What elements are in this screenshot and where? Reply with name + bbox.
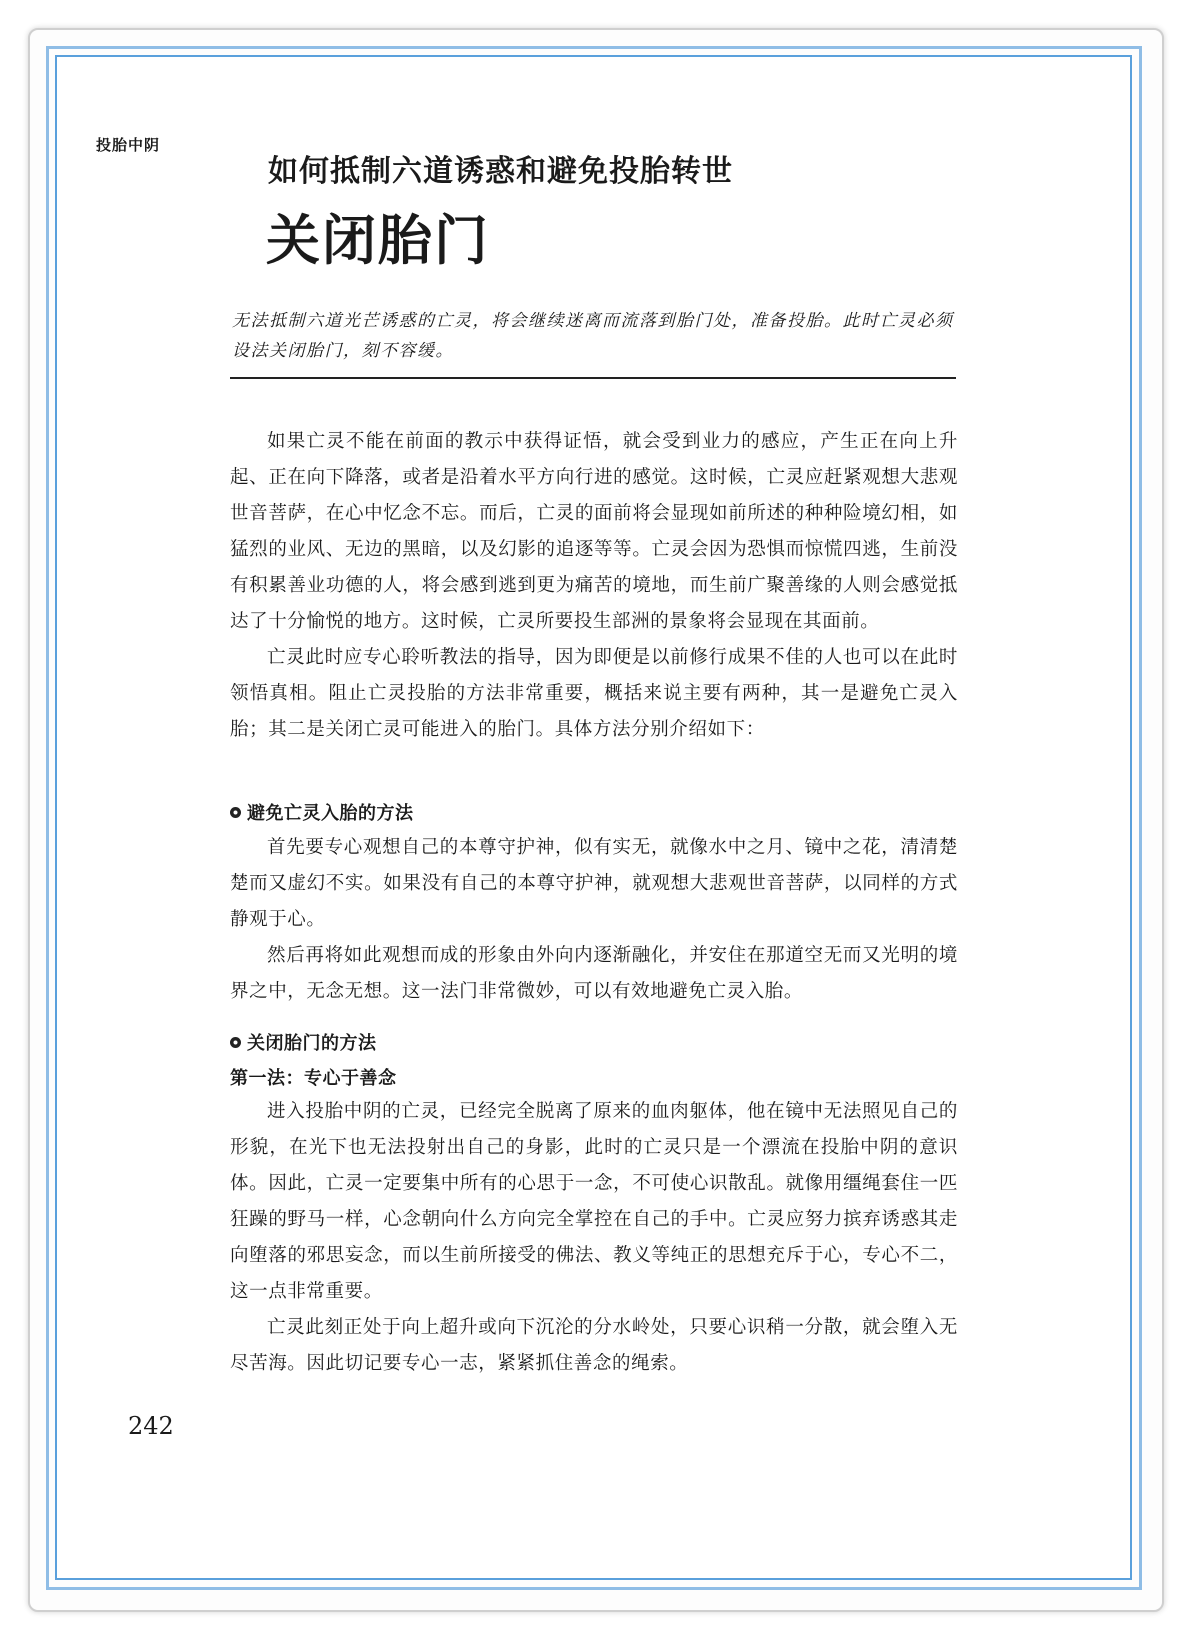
section-heading-avoid-entry: 避免亡灵入胎的方法 bbox=[230, 799, 414, 825]
method-subheading: 第一法：专心于善念 bbox=[230, 1068, 397, 1089]
paragraph: 进入投胎中阴的亡灵，已经完全脱离了原来的血肉躯体，他在镜中无法照见自己的形貌，在光下也无法投射出自己的身影，此时的亡灵只是一个漂流在投胎中阴的意识体。因此，亡灵一定要集中所有的心思于一念，不可使心识散乱。就像用缰绳套住一匹狂躁的野马一样，心念朝向什么方向完全掌控在自己的手中。亡灵应努力摈弃诱惑其走向堕落的邪思妄念，而以生前所接受的佛法、教义等纯正的思想充斥于心，专心不二，这一点非常重要。 bbox=[230, 1101, 958, 1302]
page-number: 242 bbox=[128, 1412, 174, 1440]
section-close-door-text bbox=[230, 1094, 958, 1382]
section-heading-close-door: 关闭胎门的方法 bbox=[230, 1029, 377, 1055]
section-main-text bbox=[230, 424, 958, 748]
paragraph: 亡灵此时应专心聆听教法的指导，因为即便是以前修行成果不佳的人也可以在此时领悟真相。阻止亡灵投胎的方法非常重要，概括来说主要有两种，其一是避免亡灵入胎；其二是关闭亡灵可能进入的胎门。具体方法分别介绍如下： bbox=[230, 647, 958, 740]
chapter-title: 关闭胎门 bbox=[266, 208, 490, 272]
paragraph: 然后再将如此观想而成的形象由外向内逐渐融化，并安住在那道空无而又光明的境界之中，无念无想。这一法门非常微妙，可以有效地避免亡灵入胎。 bbox=[230, 945, 958, 1002]
bullet-icon bbox=[230, 807, 241, 818]
section-avoid-entry-text bbox=[230, 830, 958, 1010]
divider-rule bbox=[230, 377, 956, 379]
running-header: 投胎中阴 bbox=[96, 136, 161, 154]
paragraph: 如果亡灵不能在前面的教示中获得证悟，就会受到业力的感应，产生正在向上升起、正在向下降落，或者是沿着水平方向行进的感觉。这时候，亡灵应赶紧观想大悲观世音菩萨，在心中忆念不忘。而后，亡灵的面前将会显现如前所述的种种险境幻相，如猛烈的业风、无边的黑暗，以及幻影的追逐等等。亡灵会因为恐惧而惊慌四逃，生前没有积累善业功德的人，将会感到逃到更为痛苦的境地，而生前广聚善缘的人则会感觉抵达了十分愉悦的地方。这时候，亡灵所要投生部洲的景象将会显现在其面前。 bbox=[230, 431, 958, 632]
chapter-subtitle: 如何抵制六道诱惑和避免投胎转世 bbox=[268, 154, 733, 189]
paragraph: 首先要专心观想自己的本尊守护神，似有实无，就像水中之月、镜中之花，清清楚楚而又虚幻不实。如果没有自己的本尊守护神，就观想大悲观世音菩萨，以同样的方式静观于心。 bbox=[230, 837, 958, 930]
intro-paragraph: 无法抵制六道光芒诱惑的亡灵，将会继续迷离而流落到胎门处，准备投胎。此时亡灵必须设法关闭胎门，刻不容缓。 bbox=[232, 311, 954, 361]
bullet-icon bbox=[230, 1037, 241, 1048]
paragraph: 亡灵此刻正处于向上超升或向下沉沦的分水岭处，只要心识稍一分散，就会堕入无尽苦海。因此切记要专心一志，紧紧抓住善念的绳索。 bbox=[230, 1317, 958, 1374]
